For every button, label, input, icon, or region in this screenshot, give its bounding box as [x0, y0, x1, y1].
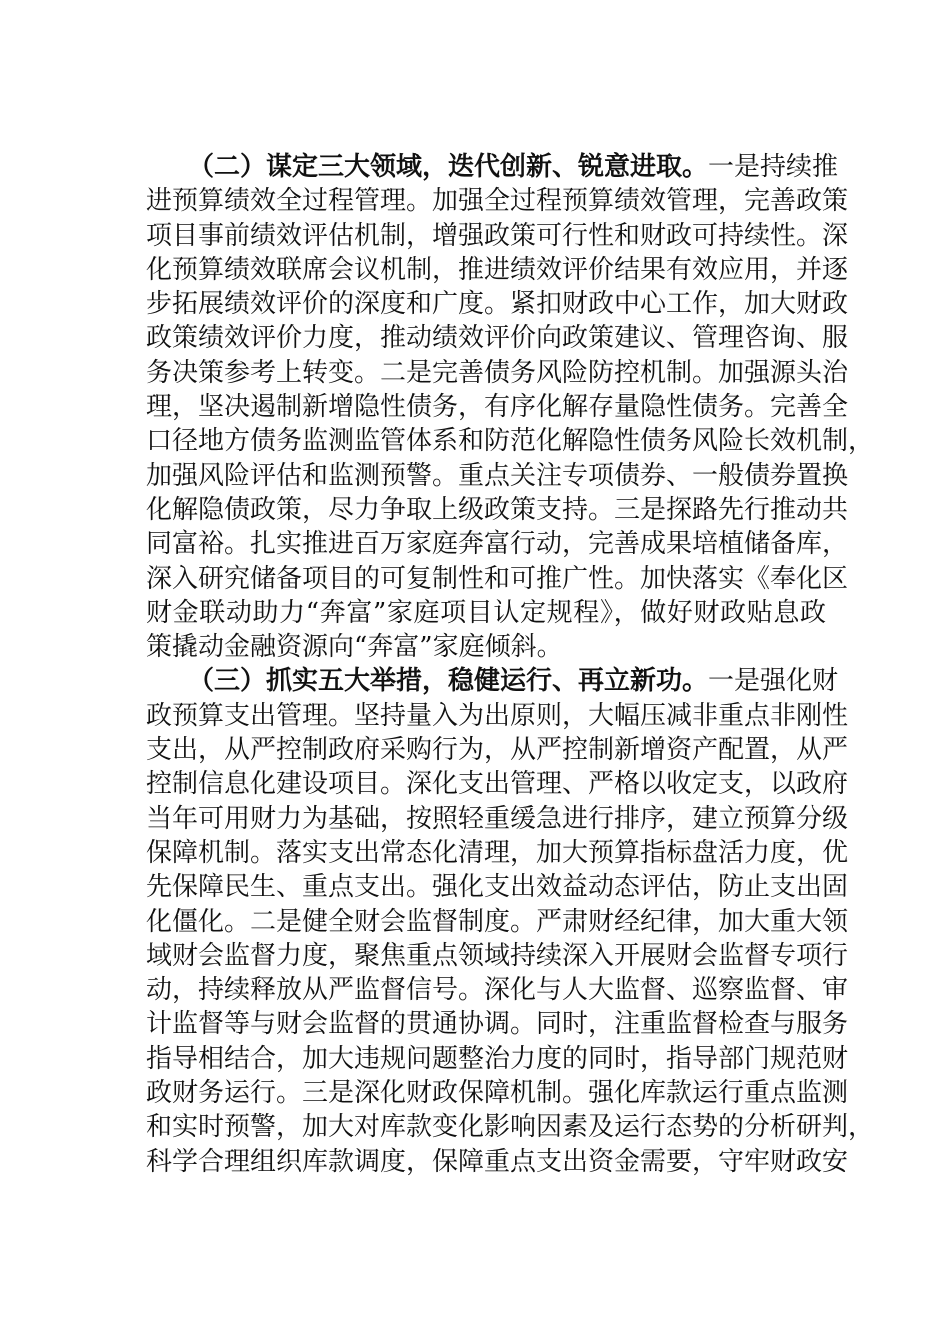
paragraph-2-line: 一是强化财: [708, 666, 839, 697]
paragraph-1-line: 化解隐债政策，尽力争取上级政策支持。三是探路先行推动共: [146, 494, 849, 525]
paragraph-2-line: 计监督等与财会监督的贯通协调。同时，注重监督检查与服务: [146, 1009, 849, 1040]
document-body: [146, 150, 875, 1179]
paragraph-1-line: 同富裕。扎实推进百万家庭奔富行动，完善成果培植储备库，: [146, 529, 849, 560]
paragraph-2-line: 控制信息化建设项目。深化支出管理、严格以收定支，以政府: [146, 769, 849, 800]
paragraph-1-line: 一是持续推: [708, 152, 839, 182]
paragraph-1-line: 务决策参考上转变。二是完善债务风险防控机制。加强源头治: [146, 357, 849, 388]
paragraph-1-line: 项目事前绩效评估机制，增强政策可行性和财政可持续性。深: [146, 220, 849, 251]
paragraph-2-line: 当年可用财力为基础，按照轻重缓急进行排序，建立预算分级: [146, 803, 849, 834]
paragraph-1-first-line: [146, 150, 839, 184]
paragraph-2-line: 政财务运行。三是深化财政保障机制。强化库款运行重点监测: [146, 1078, 849, 1109]
paragraph-2-line: 政预算支出管理。坚持量入为出原则，大幅压减非重点非刚性: [146, 700, 849, 731]
paragraph-1-heading: （二）谋定三大领域，迭代创新、锐意进取。: [188, 152, 709, 182]
paragraph-1-line: 进预算绩效全过程管理。加强全过程预算绩效管理，完善政策: [146, 186, 849, 217]
paragraph-1-line: 步拓展绩效评价的深度和广度。紧扣财政中心工作，加大财政: [146, 289, 849, 320]
paragraph-2-line: 动，持续释放从严监督信号。深化与人大监督、巡察监督、审: [146, 975, 849, 1006]
paragraph-2-line: 科学合理组织库款调度，保障重点支出资金需要，守牢财政安: [146, 1146, 849, 1177]
paragraph-2-line: 指导相结合，加大违规问题整治力度的同时，指导部门规范财: [146, 1043, 849, 1074]
paragraph-1-line: 深入研究储备项目的可复制性和可推广性。加快落实《奉化区: [146, 563, 849, 594]
paragraph-1-line: 加强风险评估和监测预警。重点关注专项债券、一般债券置换: [146, 460, 849, 491]
paragraph-1-line: 财金联动助力“奔富”家庭项目认定规程》，做好财政贴息政: [146, 597, 826, 628]
paragraph-2-line: 支出，从严控制政府采购行为，从严控制新增资产配置，从严: [146, 735, 849, 766]
paragraph-2-line: 化僵化。二是健全财会监督制度。严肃财经纪律，加大重大领: [146, 906, 849, 937]
paragraph-2-line: 先保障民生、重点支出。强化支出效益动态评估，防止支出固: [146, 872, 849, 903]
paragraph-2-heading: （三）抓实五大举措，稳健运行、再立新功。: [188, 666, 709, 697]
paragraph-2-line: 保障机制。落实支出常态化清理，加大预算指标盘活力度，优: [146, 837, 849, 868]
paragraph-1-line: 理，坚决遏制新增隐性债务，有序化解存量隐性债务。完善全: [146, 392, 849, 423]
paragraph-1-line: 策撬动金融资源向“奔富”家庭倾斜。: [146, 632, 563, 663]
paragraph-1-line: 化预算绩效联席会议机制，推进绩效评价结果有效应用，并逐: [146, 254, 849, 285]
paragraph-1-line: 政策绩效评价力度，推动绩效评价向政策建议、管理咨询、服: [146, 323, 849, 354]
paragraph-2-line: 域财会监督力度，聚焦重点领域持续深入开展财会监督专项行: [146, 940, 849, 971]
paragraph-2-line: 和实时预警，加大对库款变化影响因素及运行态势的分析研判，: [146, 1112, 875, 1143]
paragraph-2-first-line: [146, 664, 839, 698]
paragraph-1-line: 口径地方债务监测监管体系和防范化解隐性债务风险长效机制，: [146, 426, 875, 457]
